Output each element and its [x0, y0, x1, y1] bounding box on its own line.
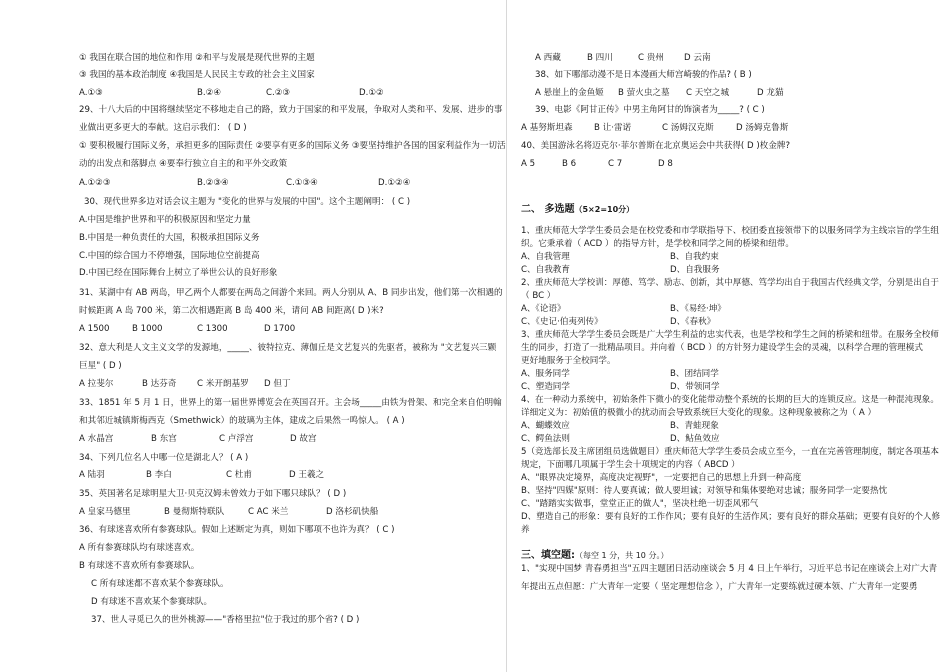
q34-choice-c: C 杜甫 — [226, 470, 252, 480]
m1-choice-d: D、自我服务 — [670, 265, 720, 275]
m5-choice-a: A、"眼界决定境界，高度决定视野"，一定要把自己的思想上升到一种高度 — [521, 473, 802, 483]
m5-choice-c: C、"踏踏实实做事，堂堂正正的做人"，坚决杜绝一切歪风邪气 — [521, 499, 759, 509]
m3-text-line-2: 生的同步，打造了一批精品项目。并向着（ BCD ）的方针努力建设学生会的灵魂，以科学合理的管理模式 — [521, 343, 923, 353]
q28-choice-a: A.①③ — [79, 88, 103, 98]
q37-choice-b: B 四川 — [587, 53, 613, 63]
q35-choice-d: D 洛杉矶快船 — [326, 507, 379, 517]
q34-choice-d: D 王羲之 — [289, 470, 325, 480]
section-2-score: （5×2=10分） — [574, 205, 635, 214]
q29-choice-d: D.①②④ — [378, 178, 411, 188]
m1-choice-c: C、自我教育 — [521, 265, 570, 275]
q36-choice-a: A 所有参赛球队均有球迷喜欢。 — [79, 543, 200, 553]
m2-choice-c: C、《史记·伯夷列传》 — [521, 317, 603, 327]
q28-choice-b: B.②④ — [197, 88, 222, 98]
q40-text: 40、美国游泳名将迈克尔·菲尔普斯在北京奥运会中共获得( D )枚金牌? — [521, 141, 791, 151]
q40-choice-a: A 5 — [521, 159, 536, 169]
m3-choice-a: A、服务同学 — [521, 369, 570, 379]
m5-text-line-2: 规定，下面哪几项属于学生会十项规定的内容（ ABCD ） — [521, 460, 740, 470]
q33-choice-c: C 卢浮宫 — [219, 434, 254, 444]
q29-text-line-3: ① 要积极履行国际义务，承担更多的国际责任 ②要享有更多的国际义务 ③要坚持维护各国的国家利益作为一切活 — [79, 141, 506, 151]
q36-choice-d: D 有球迷不喜欢某个参赛球队。 — [91, 597, 213, 607]
section-3-score: （每空 1 分，共 10 分。） — [575, 551, 669, 560]
q33-choice-b: B 东宫 — [151, 434, 177, 444]
q31-choice-d: D 1700 — [264, 324, 296, 334]
q34-text: 34、下列几位名人中哪一位是湖北人？ ( A ) — [79, 453, 249, 463]
m5-text-line-1: 5（竞选部长及主席团组员选做题目）重庆师范大学学生委员会成立至今，一直在完善管理制度，制定各项基本 — [521, 447, 939, 457]
m5-choice-d-line-2: 养 — [521, 525, 530, 535]
m5-choice-d-line-1: D、塑造自己的形象：要有良好的工作作风；要有良好的生活作风；要有良好的群众基础；更要有良好的个人修 — [521, 512, 941, 522]
q32-choice-c: C 米开朗基罗 — [197, 379, 249, 389]
m3-choice-b: B、团结同学 — [670, 369, 719, 379]
q36-text: 36、有球迷喜欢所有参赛球队。假如上述断定为真，则如下哪项不也许为真？ ( C ) — [79, 525, 395, 535]
m2-choice-d: D、《春秋》 — [670, 317, 716, 327]
q32-choice-b: B 达芬奇 — [142, 379, 177, 389]
m1-text-line-2: 织。它秉承着（ ACD ）的指导方针，是学校和同学之间的桥梁和纽带。 — [521, 239, 795, 249]
q36-choice-c: C 所有球迷都不喜欢某个参赛球队。 — [91, 579, 229, 589]
m2-choice-b: B、《易经·坤》 — [670, 304, 726, 314]
q38-choice-c: C 天空之城 — [686, 88, 730, 98]
q28-choice-d: D.①② — [359, 88, 384, 98]
f1-text-line-2: 年提出五点但愿：广大青年一定要（ 坚定理想信念 ），广大青年一定要练就过硬本领、广大青年一定要勇 — [521, 582, 918, 592]
q33-choice-d: D 故宫 — [290, 434, 317, 444]
q30-choice-a: A.中国是维护世界和平的积极原因和坚定力量 — [79, 215, 251, 225]
q36-choice-b: B 有球迷不喜欢所有参赛球队。 — [79, 561, 200, 571]
q32-choice-a: A 拉斐尔 — [79, 379, 114, 389]
q32-text-line-1: 32、意大利是人文主义文学的发源地，_____、彼特拉克、薄伽丘是文艺复兴的先驱者，被称为 "文艺复兴三颗 — [79, 343, 497, 353]
m3-text-line-3: 更好地服务于全校同学。 — [521, 356, 616, 366]
q38-text: 38、如下哪部动漫不是日本漫画大师宫崎骏的作品? ( B ) — [535, 70, 752, 80]
q38-choice-d: D 龙猫 — [757, 88, 784, 98]
q38-choice-a: A 悬崖上的金鱼姬 — [535, 88, 604, 98]
q28-option-line-1: ① 我国在联合国的地位和作用 ②和平与发展是现代世界的主题 — [79, 53, 315, 63]
q29-text-line-2: 业做出更多更大的奉献。这启示我们： ( D ) — [79, 123, 247, 133]
q39-choice-d: D 汤姆克鲁斯 — [736, 123, 789, 133]
q28-option-line-2: ③ 我国的基本政治制度 ④我国是人民民主专政的社会主义国家 — [79, 70, 315, 80]
q33-choice-a: A 水晶宫 — [79, 434, 114, 444]
m2-choice-a: A、《论语》 — [521, 304, 566, 314]
q38-choice-b: B 萤火虫之墓 — [618, 88, 670, 98]
m3-choice-d: D、带领同学 — [670, 382, 720, 392]
q34-choice-a: A 陆羽 — [79, 470, 105, 480]
m1-text-line-1: 1、重庆师范大学学生委员会是在校党委和市学联指导下、校团委直接领带下的以服务同学为主线宗旨的学生组 — [521, 226, 939, 236]
q29-choice-c: C.①③④ — [286, 178, 318, 188]
q30-choice-d: D.中国已经在国际舞台上树立了举世公认的良好形象 — [79, 268, 278, 278]
f1-text-line-1: 1、"实现中国梦 青春勇担当"五四主题团日活动座谈会 5 月 4 日上午举行，习近平总书记在座谈会上对广大青 — [521, 564, 938, 574]
q30-choice-b: B.中国是一种负责任的大国，积极承担国际义务 — [79, 233, 260, 243]
q40-choice-b: B 6 — [562, 159, 577, 169]
m5-choice-b: B、坚持"四媒"原则：待人要真诚；做人要坦诚；对领导和集体要绝对忠诚；服务同学一定要热忱 — [521, 486, 888, 496]
m2-text-line-2: （ BC ） — [521, 291, 556, 301]
q29-text-line-4: 动的出发点和落脚点 ④要奉行独立自主的和平外交政策 — [79, 159, 288, 169]
m2-text-line-1: 2、重庆师范大学校训：厚德、笃学、励志、创新，其中厚德、笃学均出自于我国古代经典文学，分别是出自于 — [521, 278, 939, 288]
q33-text-line-2: 和其邻近城镇斯梅西克（Smethwick）的玻璃为主体，建成之后果然一鸣惊人。 ( A ) — [79, 416, 405, 426]
m1-choice-a: A、自我管理 — [521, 252, 570, 262]
q37-choice-c: C 贵州 — [638, 53, 664, 63]
m3-choice-c: C、塑造同学 — [521, 382, 570, 392]
q35-choice-b: B 曼彻斯特联队 — [164, 507, 225, 517]
q29-choice-a: A.①②③ — [79, 178, 111, 188]
q37-choice-d: D 云南 — [684, 53, 711, 63]
q33-text-line-1: 33、1851 年 5 月 1 日，世界上的第一届世界博览会在英国召开。主会场_____由铁为骨架、和完全来自伯明翰 — [79, 398, 502, 408]
q29-text-line-1: 29、十八大后的中国将继续坚定不移地走自己的路，致力于国家的和平发展，争取对人类和平、发展、进步的事 — [79, 105, 503, 115]
m4-choice-d: D、鲇鱼效应 — [670, 434, 720, 444]
section-3-heading — [521, 546, 668, 561]
q32-text-line-2: 巨星" ( D ) — [79, 361, 122, 371]
m3-text-line-1: 3、重庆师范大学学生委员会既是广大学生利益的忠实代表，也是学校和学生之间的桥梁和纽带。在服务全校师 — [521, 330, 939, 340]
q31-choice-c: C 1300 — [197, 324, 228, 334]
q39-choice-a: A 基努斯坦森 — [521, 123, 573, 133]
m4-choice-b: B、青蛙现象 — [670, 421, 719, 431]
m4-text-line-1: 4、在一种动力系统中，初始条件下微小的变化能带动整个系统的长期的巨大的连锁反应。这是一种混沌现象。 — [521, 395, 939, 405]
section-3-title: 三、填空题: — [521, 550, 575, 561]
m4-text-line-2: 详细定义为：初始值的极微小的扰动而会导致系统巨大变化的现象。这种现象被称之为（ A ） — [521, 408, 877, 418]
q35-choice-c: C AC 米兰 — [248, 507, 289, 517]
column-divider — [506, 0, 507, 672]
q31-text-line-1: 31、某湖中有 AB 两岛，甲乙两个人都要在两岛之间游个来回。两人分别从 A、B 同步出发，他们第一次相遇的 — [79, 288, 503, 298]
m4-choice-c: C、鳄鱼法则 — [521, 434, 570, 444]
q37-choice-a: A 西藏 — [535, 53, 561, 63]
q39-choice-c: C 汤姆汉克斯 — [662, 123, 714, 133]
q32-choice-d: D 但丁 — [264, 379, 291, 389]
q34-choice-b: B 李白 — [146, 470, 172, 480]
q39-text: 39、电影《阿甘正传》中男主角阿甘的饰演者为_____? ( C ) — [535, 105, 765, 115]
section-2-heading — [521, 200, 634, 215]
q31-choice-a: A 1500 — [79, 324, 110, 334]
q31-text-line-2: 时候距离 A 岛 700 米，第二次相遇距离 B 岛 400 米，请问 AB 间距离( D )米? — [79, 306, 384, 316]
q35-choice-a: A 皇家马德里 — [79, 507, 131, 517]
q29-choice-b: B.②③④ — [197, 178, 229, 188]
q28-choice-c: C.②③ — [266, 88, 291, 98]
q37-text: 37、世人寻觅已久的世外桃源——"香格里拉"位于我过的那个省? ( D ) — [91, 615, 360, 625]
q35-text: 35、英国著名足球明星大卫·贝克汉姆未曾效力于如下哪只球队？ ( D ) — [79, 489, 347, 499]
q39-choice-b: B 让·雷诺 — [594, 123, 632, 133]
q40-choice-c: C 7 — [608, 159, 623, 169]
q40-choice-d: D 8 — [658, 159, 673, 169]
m4-choice-a: A、蝴蝶效应 — [521, 421, 570, 431]
q30-text: 30、现代世界多边对话会议主题为 "变化的世界与发展的中国"。这个主题阐明： ( C ) — [84, 197, 411, 207]
m1-choice-b: B、自我约束 — [670, 252, 719, 262]
q30-choice-c: C.中国的综合国力不停增强，国际地位空前提高 — [79, 251, 260, 261]
section-2-title: 二、 多选题 — [521, 204, 575, 215]
q31-choice-b: B 1000 — [132, 324, 163, 334]
